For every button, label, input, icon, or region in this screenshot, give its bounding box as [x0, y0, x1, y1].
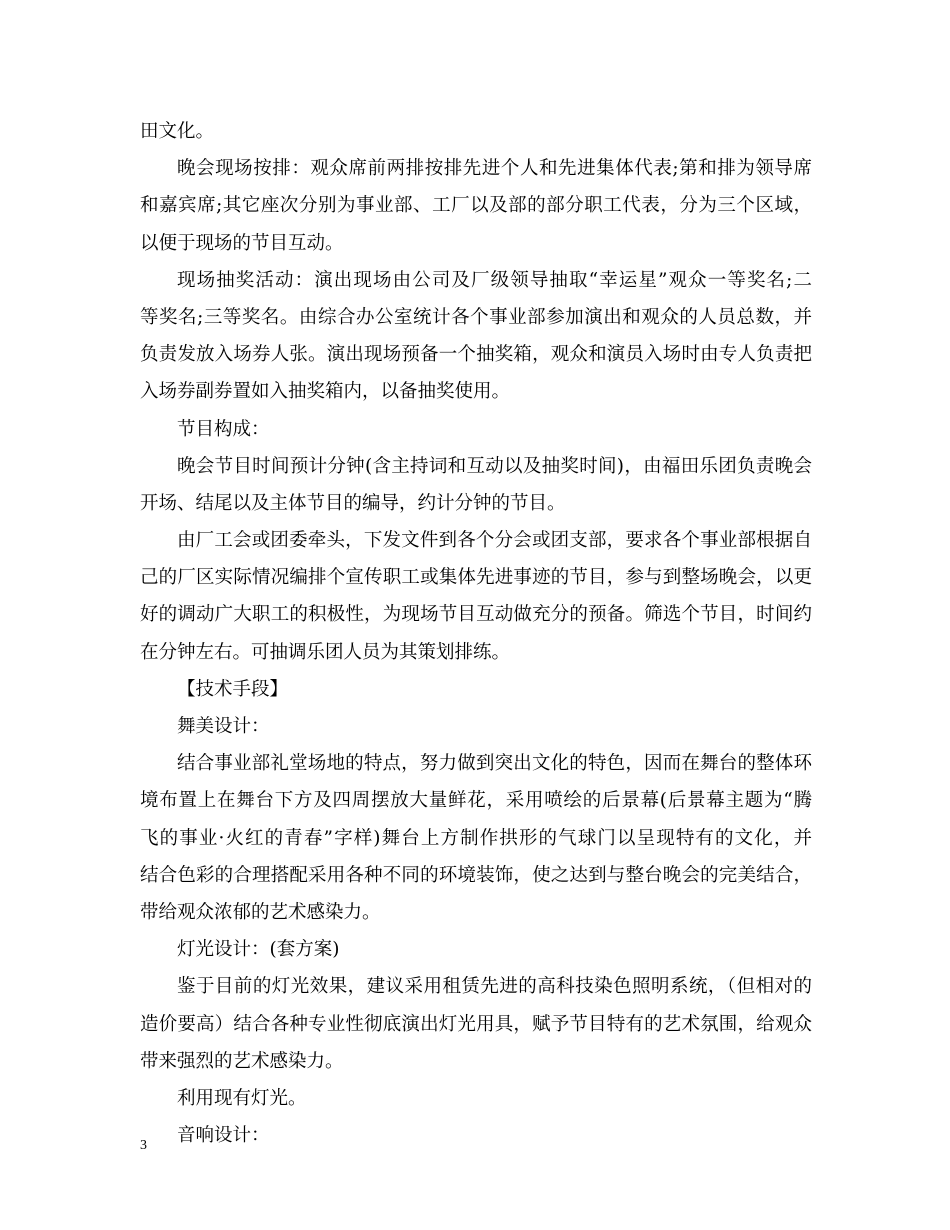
document-body: [140, 113, 812, 1154]
text-line: 鉴于目前的灯光效果，建议采用租赁先进的高科技染色照明系统，（但相对的: [177, 976, 812, 998]
text-line: 境布置上在舞台下方及四周摆放大量鲜花，采用喷绘的后景幕(后景幕主题为“腾: [140, 790, 812, 812]
text-line: 飞的事业·火红的青春”字样)舞台上方制作拱形的气球门以呈现特有的文化，并: [140, 827, 812, 849]
text-line: 带给观众浓郁的艺术感染力。: [140, 901, 381, 923]
text-line: 现场抽奖活动：演出现场由公司及厂级领导抽取“幸运星”观众一等奖名;二: [177, 269, 812, 291]
text-line: 晚会现场按排：观众席前两排按排先进个人和先进集体代表;第和排为领导席: [177, 158, 812, 180]
text-line: 己的厂区实际情况编排个宣传职工或集体先进事迹的节目，参与到整场晚会，以更: [140, 567, 812, 589]
text-line: 舞美设计：: [177, 716, 270, 737]
text-line: 造价要高）结合各种专业性彻底演出灯光用具，赋予节目特有的艺术氛围，给观众: [140, 1013, 812, 1035]
text-line: 开场、结尾以及主体节目的编导，约计分钟的节目。: [140, 492, 566, 514]
text-line: 结合色彩的合理搭配采用各种不同的环境装饰，使之达到与整台晚会的完美结合，: [140, 864, 812, 886]
text-line: 负责发放入场券人张。演出现场预备一个抽奖箱，观众和演员入场时由专人负责把: [140, 344, 812, 366]
text-line: 入场券副券置如入抽奖箱内，以备抽奖使用。: [140, 381, 511, 403]
text-line: 和嘉宾席;其它座次分别为事业部、工厂以及部的部分职工代表，分为三个区域，: [140, 195, 812, 217]
text-line: 【技术手段】: [177, 678, 289, 700]
text-line: 音响设计：: [177, 1125, 270, 1147]
text-line: 结合事业部礼堂场地的特点，努力做到突出文化的特色，因而在舞台的整体环: [177, 753, 812, 775]
text-line: 等奖名;三等奖名。由综合办公室统计各个事业部参加演出和观众的人员总数，并: [140, 306, 812, 328]
text-line: 由厂工会或团委牵头，下发文件到各个分会或团支部，要求各个事业部根据自: [177, 530, 812, 552]
text-line: 利用现有灯光。: [177, 1087, 307, 1109]
text-line: 好的调动广大职工的积极性，为现场节目互动做充分的预备。筛选个节目，时间约: [140, 604, 812, 626]
page-number: 3: [140, 1138, 147, 1153]
text-line: 在分钟左右。可抽调乐团人员为其策划排练。: [140, 641, 511, 663]
text-line: 节目构成：: [177, 418, 270, 440]
text-line: 以便于现场的节目互动。: [140, 232, 344, 254]
text-line: 灯光设计：(套方案): [177, 939, 340, 961]
text-line: 田文化。: [140, 121, 215, 142]
text-line: 带来强烈的艺术感染力。: [140, 1050, 344, 1072]
text-line: 晚会节目时间预计分钟(含主持词和互动以及抽奖时间)，由福田乐团负责晚会: [177, 455, 812, 477]
